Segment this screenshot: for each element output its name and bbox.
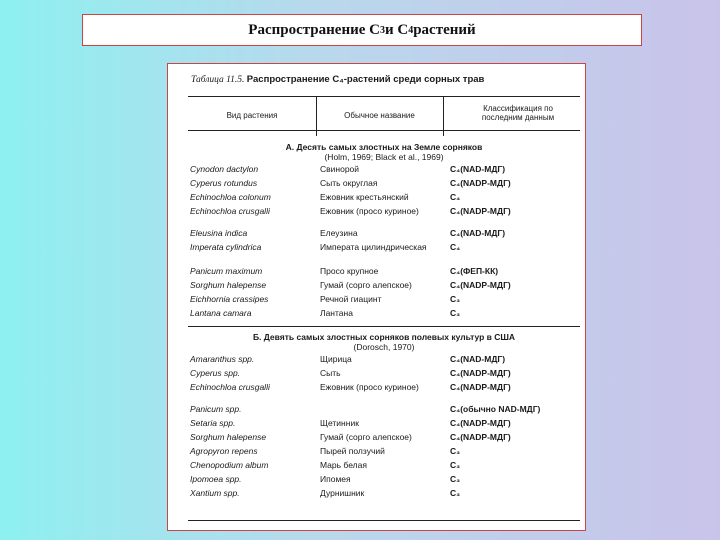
table-row (188, 280, 580, 294)
species-cell: Echinochloa colonum (190, 192, 271, 202)
classification-cell: С₃ (450, 488, 461, 498)
species-cell: Panicum spp. (190, 404, 242, 414)
classification-cell: С₃ (450, 294, 461, 304)
section-b-heading (188, 332, 580, 352)
table-row (188, 192, 580, 206)
species-cell: Sorghum halepense (190, 280, 267, 290)
slide-title-suffix: растений (413, 21, 476, 38)
table-row (188, 242, 580, 256)
classification-cell: С₄ (450, 242, 461, 252)
common-name-cell: Речной гиацинт (320, 294, 382, 304)
common-name-cell: Гумай (сорго алепское) (320, 432, 412, 442)
table-row (188, 382, 580, 396)
common-name-cell: Щирица (320, 354, 352, 364)
table-row (188, 308, 580, 322)
common-name-cell: Свинорой (320, 164, 360, 174)
species-cell: Echinochloa crusgalli (190, 382, 270, 392)
species-cell: Amaranthus spp. (190, 354, 255, 364)
header-common-name: Обычное название (344, 111, 415, 120)
common-name-cell: Пырей ползучий (320, 446, 385, 456)
species-cell: Sorghum halepense (190, 432, 267, 442)
common-name-cell: Елеузина (320, 228, 358, 238)
species-cell: Cyperus rotundus (190, 178, 258, 188)
table-row (188, 206, 580, 220)
table-row (188, 354, 580, 368)
section-divider (188, 326, 580, 327)
common-name-cell: Просо крупное (320, 266, 379, 276)
classification-cell: С₄(NAD-МДГ) (450, 354, 506, 364)
species-cell: Cyperus spp. (190, 368, 241, 378)
common-name-cell: Сыть округлая (320, 178, 378, 188)
species-cell: Echinochloa crusgalli (190, 206, 270, 216)
species-cell: Agropyron repens (190, 446, 258, 456)
classification-cell: С₄(NADP-МДГ) (450, 418, 511, 428)
species-cell: Imperata cylindrica (190, 242, 262, 252)
classification-cell: С₄ (450, 192, 461, 202)
common-name-cell: Ежовник крестьянский (320, 192, 409, 202)
common-name-cell: Императа цилиндрическая (320, 242, 427, 252)
table-row (188, 294, 580, 308)
common-name-cell: Щетинник (320, 418, 359, 428)
slide-title-prefix: Распространение С (248, 21, 380, 38)
slide-title-mid: и С (384, 21, 409, 38)
section-a-heading (188, 142, 580, 162)
species-cell: Panicum maximum (190, 266, 263, 276)
table-caption-label: Таблица 11.5. (191, 75, 245, 85)
classification-cell: С₄(NADP-МДГ) (450, 368, 511, 378)
table-row (188, 446, 580, 460)
classification-cell: С₃ (450, 460, 461, 470)
table-row (188, 266, 580, 280)
classification-cell: С₄(NAD-МДГ) (450, 228, 506, 238)
classification-cell: С₃ (450, 308, 461, 318)
table-row (188, 418, 580, 432)
table-row (188, 228, 580, 242)
common-name-cell: Гумай (сорго алепское) (320, 280, 412, 290)
common-name-cell: Дурнишник (320, 488, 365, 498)
slide-title (82, 14, 642, 46)
slide-title-sub2: 4 (408, 24, 414, 36)
classification-cell: С₄(NADP-МДГ) (450, 206, 511, 216)
common-name-cell: Ежовник (просо куриное) (320, 206, 419, 216)
classification-cell: С₃ (450, 446, 461, 456)
table-caption (191, 74, 484, 85)
table-row (188, 404, 580, 418)
table-row (188, 178, 580, 192)
classification-cell: С₄(обычно NAD-МДГ) (450, 404, 541, 414)
section-b-source: (Dorosch, 1970) (353, 342, 415, 352)
section-a-source: (Holm, 1969; Black et al., 1969) (324, 152, 444, 162)
species-cell: Eichhornia crassipes (190, 294, 269, 304)
scanned-table-image (167, 63, 586, 531)
classification-cell: С₄(NAD-МДГ) (450, 164, 506, 174)
table-row (188, 488, 580, 502)
table-top-rule (188, 96, 580, 97)
common-name-cell: Марь белая (320, 460, 367, 470)
species-cell: Eleusina indica (190, 228, 248, 238)
classification-cell: С₄(NADP-МДГ) (450, 382, 511, 392)
slide-title-sub1: 3 (379, 24, 385, 36)
header-classification: Классификация по последним данным (481, 104, 555, 122)
classification-cell: С₄(ФЕП-КК) (450, 266, 499, 276)
classification-cell: С₄(NADP-МДГ) (450, 432, 511, 442)
common-name-cell: Ипомея (320, 474, 351, 484)
table-bottom-rule (188, 520, 580, 521)
table-row (188, 368, 580, 382)
species-cell: Chenopodium album (190, 460, 269, 470)
species-cell: Cynodon dactylon (190, 164, 259, 174)
classification-cell: С₃ (450, 474, 461, 484)
species-cell: Setaria spp. (190, 418, 236, 428)
table-row (188, 460, 580, 474)
common-name-cell: Сыть (320, 368, 341, 378)
table-row (188, 474, 580, 488)
classification-cell: С₄(NADP-МДГ) (450, 178, 511, 188)
classification-cell: С₄(NADP-МДГ) (450, 280, 511, 290)
species-cell: Xantium spp. (190, 488, 240, 498)
table-row (188, 432, 580, 446)
section-b-title: Б. Девять самых злостных сорняков полевых культур в США (252, 332, 516, 342)
species-cell: Ipomoea spp. (190, 474, 242, 484)
species-cell: Lantana camara (190, 308, 252, 318)
header-species: Вид растения (226, 111, 278, 120)
table-row (188, 164, 580, 178)
table-caption-title: Распространение С₄-растений среди сорных трав (246, 74, 485, 85)
header-bottom-rule (188, 130, 580, 131)
common-name-cell: Лантана (320, 308, 353, 318)
common-name-cell: Ежовник (просо куриное) (320, 382, 419, 392)
section-a-title: А. Десять самых злостных на Земле сорняков (285, 142, 483, 152)
